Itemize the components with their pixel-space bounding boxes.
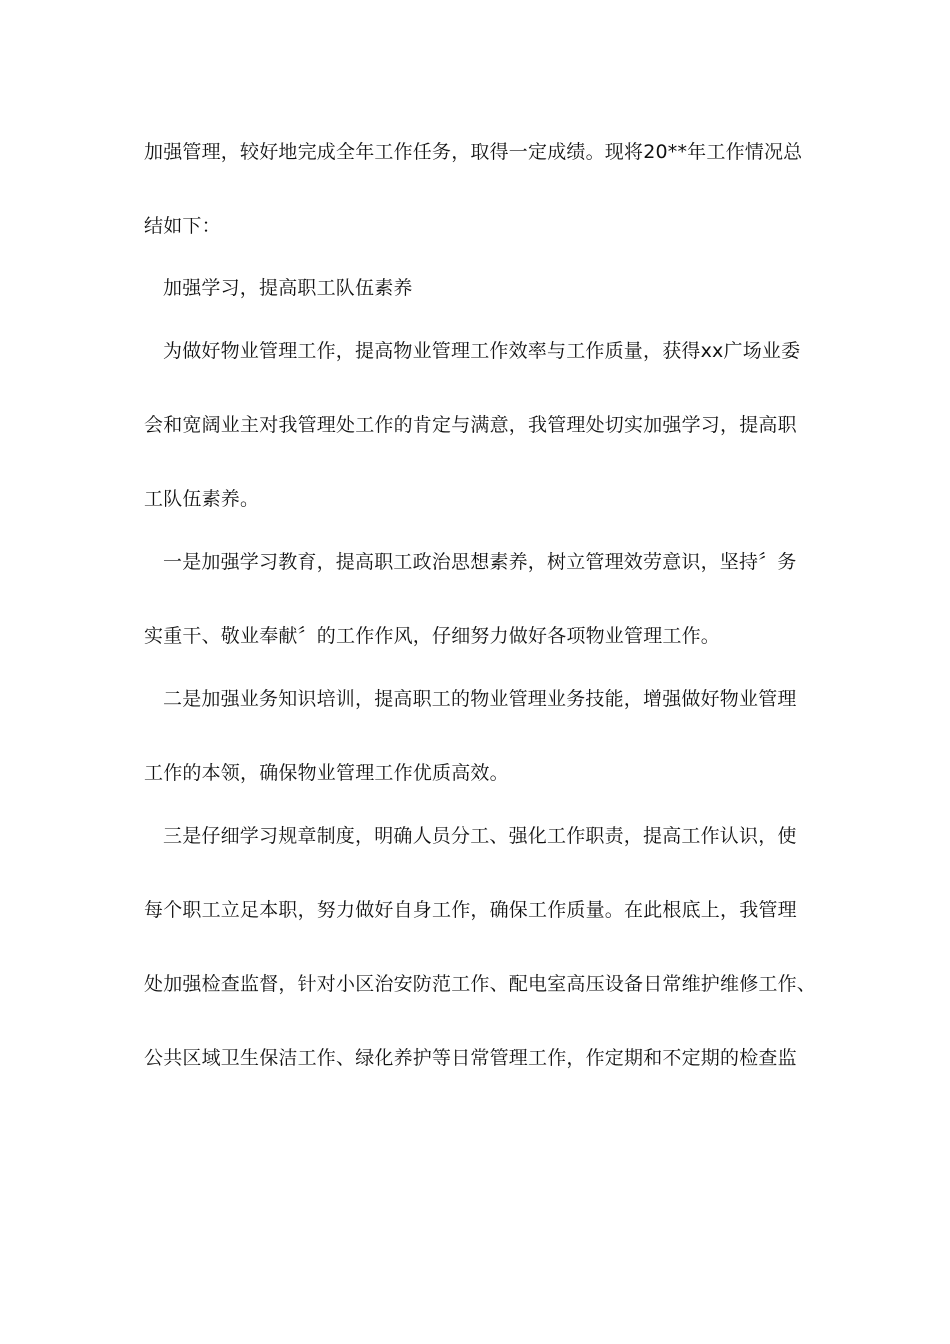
text-line: 公共区域卫生保洁工作、绿化养护等日常管理工作，作定期和不定期的检查监 <box>144 1047 797 1069</box>
text-line: 工队伍素养。 <box>144 488 260 510</box>
text-line: 为做好物业管理工作，提高物业管理工作效率与工作质量，获得xx广场业委 <box>163 340 801 362</box>
text-line: 会和宽阔业主对我管理处工作的肯定与满意，我管理处切实加强学习，提高职 <box>144 414 797 436</box>
text-line: 结如下： <box>144 215 221 237</box>
text-line: 加强管理，较好地完成全年工作任务，取得一定成绩。现将20**年工作情况总 <box>144 141 803 163</box>
text-line: 二是加强业务知识培训，提高职工的物业管理业务技能，增强做好物业管理 <box>163 688 797 710</box>
text-line: 三是仔细学习规章制度，明确人员分工、强化工作职责，提高工作认识，使 <box>163 825 797 847</box>
text-line: 一是加强学习教育，提高职工政治思想素养，树立管理效劳意识，坚持〞务 <box>163 551 797 573</box>
text-line: 处加强检查监督，针对小区治安防范工作、配电室高压设备日常维护维修工作、 <box>144 973 817 995</box>
section-heading: 加强学习，提高职工队伍素养 <box>163 277 413 299</box>
text-line: 工作的本领，确保物业管理工作优质高效。 <box>144 762 509 784</box>
text-line: 实重干、敬业奉献〞的工作作风，仔细努力做好各项物业管理工作。 <box>144 625 721 647</box>
text-line: 每个职工立足本职，努力做好自身工作，确保工作质量。在此根底上，我管理 <box>144 899 797 921</box>
